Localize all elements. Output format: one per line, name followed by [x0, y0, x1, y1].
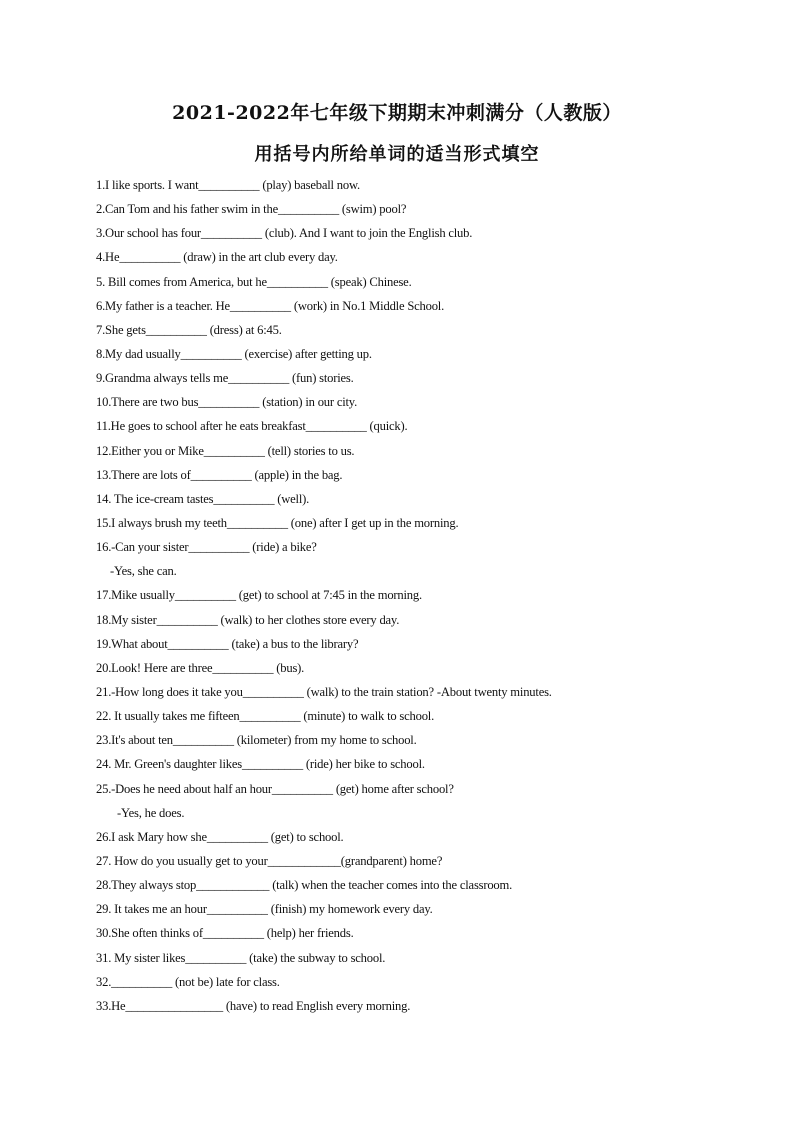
exercise-line: 1.I like sports. I want__________ (play) baseball now.: [96, 178, 360, 192]
exercise-line: -Yes, he does.: [117, 805, 185, 820]
exercise-line: 12.Either you or Mike__________ (tell) stories to us.: [96, 443, 355, 458]
exercise-line: 17.Mike usually__________ (get) to school at 7:45 in the morning.: [96, 588, 422, 603]
exercise-line: 18.My sister__________ (walk) to her clothes store every day.: [96, 612, 400, 627]
exercise-line: 9.Grandma always tells me__________ (fun) stories.: [96, 371, 354, 386]
exercise-line: 8.My dad usually__________ (exercise) after getting up.: [96, 346, 372, 361]
exercise-line: 2.Can Tom and his father swim in the__________ (swim) pool?: [96, 202, 407, 217]
page-subtitle: 用括号内所给单词的适当形式填空: [254, 144, 540, 165]
exercise-line: 33.He________________ (have) to read English every morning.: [96, 998, 411, 1013]
exercise-line: 6.My father is a teacher. He__________ (work) in No.1 Middle School.: [96, 298, 445, 313]
exercise-line: 29. It takes me an hour__________ (finish) my homework every day.: [96, 902, 433, 917]
exercise-line: 13.There are lots of__________ (apple) in the bag.: [96, 467, 343, 482]
exercise-line: 4.He__________ (draw) in the art club every day.: [96, 250, 338, 265]
exercise-line: 5. Bill comes from America, but he__________ (speak) Chinese.: [96, 274, 412, 289]
exercise-line: -Yes, she can.: [110, 564, 177, 579]
exercise-line: 28.They always stop____________ (talk) when the teacher comes into the classroom.: [96, 878, 513, 893]
exercise-line: 7.She gets__________ (dress) at 6:45.: [96, 322, 282, 337]
exercise-line: 32.__________ (not be) late for class.: [96, 974, 280, 989]
exercise-line: 26.I ask Mary how she__________ (get) to school.: [96, 829, 344, 844]
exercise-line: 11.He goes to school after he eats breakfast__________ (quick).: [96, 419, 408, 434]
page-title: 2021-2022年七年级下期期末冲刺满分（人教版）: [172, 102, 622, 124]
exercise-line: 10.There are two bus__________ (station) in our city.: [96, 395, 358, 410]
exercise-line: 19.What about__________ (take) a bus to the library?: [96, 636, 359, 651]
exercise-line: 21.-How long does it take you__________ (walk) to the train station? -About twenty minutes.: [96, 684, 552, 699]
exercise-line: 22. It usually takes me fifteen__________ (minute) to walk to school.: [96, 709, 435, 724]
exercise-line: 15.I always brush my teeth__________ (one) after I get up in the morning.: [96, 515, 459, 530]
exercise-line: 31. My sister likes__________ (take) the subway to school.: [96, 950, 386, 965]
exercise-line: 24. Mr. Green's daughter likes__________ (ride) her bike to school.: [96, 757, 425, 772]
exercise-line: 20.Look! Here are three__________ (bus).: [96, 660, 305, 675]
exercise-line: 25.-Does he need about half an hour__________ (get) home after school?: [96, 781, 454, 796]
exercise-line: 3.Our school has four__________ (club). And I want to join the English club.: [96, 226, 473, 241]
exercise-list: [96, 173, 736, 1018]
exercise-line: 16.-Can your sister__________ (ride) a bike?: [96, 540, 317, 555]
exercise-line: 14. The ice-cream tastes__________ (well).: [96, 491, 310, 506]
exercise-line: 23.It's about ten__________ (kilometer) from my home to school.: [96, 733, 417, 748]
exercise-line: 30.She often thinks of__________ (help) her friends.: [96, 926, 354, 941]
exercise-line: 27. How do you usually get to your____________(grandparent) home?: [96, 853, 443, 868]
